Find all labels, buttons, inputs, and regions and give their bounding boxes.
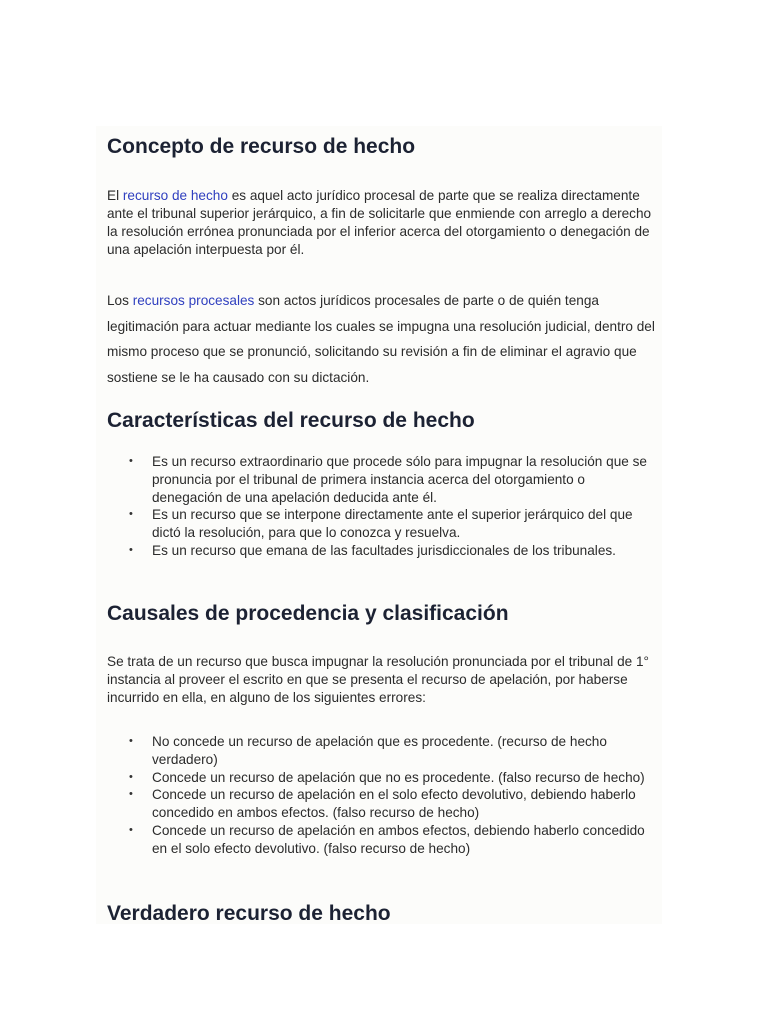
list-caracteristicas	[107, 453, 659, 560]
paragraph-causales-intro: Se trata de un recurso que busca impugnar la resolución pronunciada por el tribunal de 1° instancia al proveer el escrito en que se presenta el recurso de apelación, por haberse incurrido en ella, en alguno de los siguientes errores:	[107, 654, 649, 705]
heading-concepto: Concepto de recurso de hecho	[107, 135, 416, 158]
paragraph-definition	[107, 187, 655, 259]
paragraph-recursos-procesales	[107, 288, 655, 390]
paragraph-definition-rest: es aquel acto jurídico procesal de parte que se realiza directamente ante el tribunal superior jerárquico, a fin de solicitarle que enmiende con arreglo a derecho la resolución errónea pronunciada por el inferior acerca del otorgamiento o denegación de una apelación interpuesta por él.	[107, 188, 652, 257]
list-item	[107, 769, 659, 787]
heading-causales: Causales de procedencia y clasificación	[107, 602, 509, 625]
bullet-icon: •	[129, 735, 133, 747]
list-item-text: Concede un recurso de apelación en ambos efectos, debiendo haberlo concedido en el solo efecto devolutivo. (falso recurso de hecho)	[152, 822, 645, 856]
heading-verdadero: Verdadero recurso de hecho	[107, 902, 391, 924]
bullet-icon: •	[129, 788, 133, 801]
list-item	[107, 542, 659, 560]
list-causales	[107, 733, 659, 858]
paragraph-definition-prefix: El	[107, 188, 123, 203]
bullet-icon: •	[129, 823, 133, 836]
paragraph-recursos-prefix: Los	[107, 293, 133, 308]
link-recurso-de-hecho[interactable]: recurso de hecho	[122, 188, 228, 203]
bullet-icon: •	[129, 770, 133, 783]
list-item-text: Concede un recurso de apelación que no es procedente. (falso recurso de hecho)	[152, 769, 645, 785]
bullet-icon: •	[129, 455, 133, 467]
list-item	[107, 822, 659, 858]
bullet-icon: •	[129, 543, 133, 556]
list-item-text: Concede un recurso de apelación en el solo efecto devolutivo, debiendo haberlo concedido en ambos efectos. (falso recurso de hecho)	[152, 787, 636, 821]
list-item-text: Es un recurso que emana de las facultades jurisdiccionales de los tribunales.	[152, 542, 616, 558]
list-item-text: Es un recurso extraordinario que procede sólo para impugnar la resolución que se pronuncia por el tribunal de primera instancia acerca del otorgamiento o denegación de una apelación deducida ante él.	[152, 454, 647, 505]
list-item	[107, 733, 659, 769]
list-item-text: Es un recurso que se interpone directamente ante el superior jerárquico del que dictó la resolución, para que lo conozca y resuelva.	[152, 507, 633, 541]
heading-caracteristicas: Características del recurso de hecho	[107, 409, 475, 432]
list-item	[107, 506, 659, 542]
paragraph-recursos-rest: son actos jurídicos procesales de parte o de quién tenga legitimación para actuar mediante los cuales se impugna una resolución judicial, dentro del mismo proceso que se pronunció, solicitando su revisión a fin de eliminar el agravio que sostiene se le ha causado con su dictación.	[107, 293, 655, 385]
article-panel	[96, 126, 662, 924]
link-recursos-procesales[interactable]: recursos procesales	[132, 293, 255, 308]
bullet-icon: •	[129, 508, 133, 521]
list-item-text: No concede un recurso de apelación que es procedente. (recurso de hecho verdadero)	[152, 734, 607, 767]
list-item	[107, 453, 659, 506]
list-item	[107, 786, 659, 822]
